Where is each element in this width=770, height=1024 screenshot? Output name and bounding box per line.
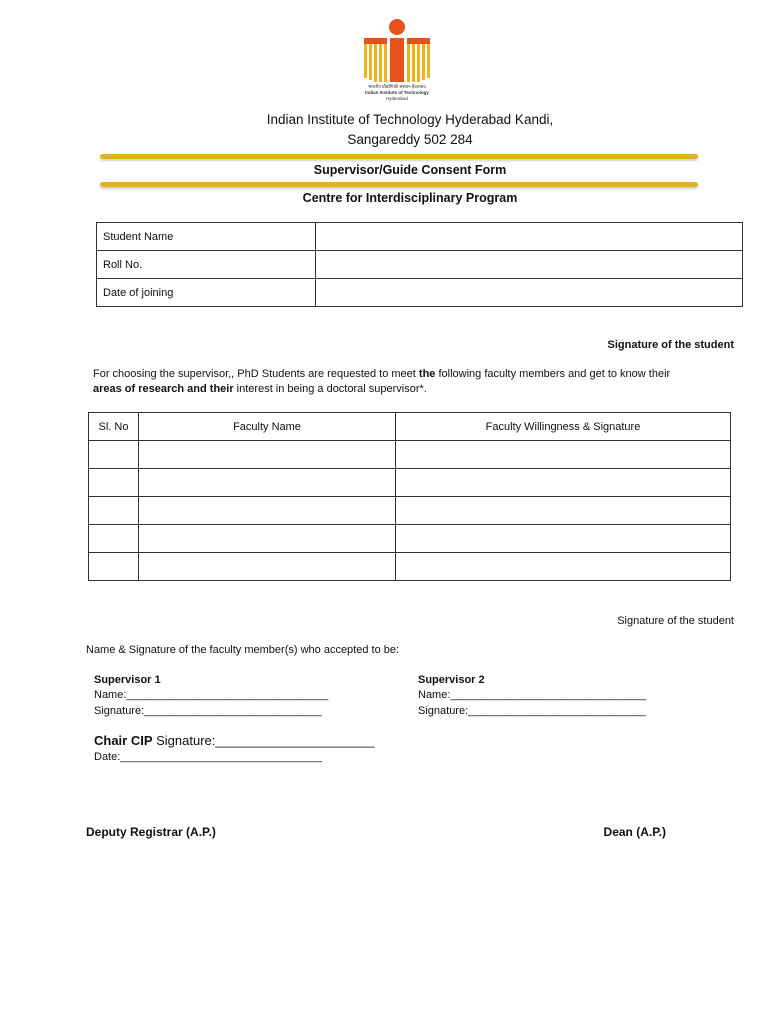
sl-no-cell[interactable] bbox=[89, 469, 139, 497]
header-divider-top bbox=[100, 154, 698, 159]
table-row bbox=[97, 279, 743, 307]
faculty-name-cell[interactable] bbox=[139, 553, 396, 581]
institute-logo bbox=[360, 18, 434, 104]
faculty-signature-cell[interactable] bbox=[396, 525, 731, 553]
deputy-registrar-label: Deputy Registrar (A.P.) bbox=[86, 825, 216, 839]
supervisor-1-signature-field[interactable]: Signature:_____________________________ bbox=[94, 705, 322, 717]
centre-name: Centre for Interdisciplinary Program bbox=[302, 191, 518, 205]
table-header-row bbox=[89, 413, 731, 441]
table-row bbox=[97, 223, 743, 251]
student-name-field[interactable] bbox=[316, 223, 743, 251]
table-row bbox=[89, 469, 731, 497]
supervisor-2-name-field[interactable]: Name:________________________________ bbox=[418, 689, 647, 701]
date-of-joining-label: Date of joining bbox=[97, 279, 316, 307]
student-signature-label-2: Signature of the student bbox=[617, 615, 734, 627]
logo-text-hindi: भारतीय प्रौद्योगिकी संस्थान हैदराबाद bbox=[368, 84, 426, 89]
faculty-name-cell[interactable] bbox=[139, 469, 396, 497]
chair-cip-date-field[interactable]: Date:_________________________________ bbox=[94, 751, 323, 763]
chair-cip-line bbox=[94, 733, 374, 748]
faculty-name-cell[interactable] bbox=[139, 525, 396, 553]
sl-no-cell[interactable] bbox=[89, 441, 139, 469]
logo-text-english: Indian Institute of Technology bbox=[365, 90, 429, 95]
supervisor-2-title: Supervisor 2 bbox=[418, 674, 485, 686]
dean-label: Dean (A.P.) bbox=[603, 825, 666, 839]
student-signature-label-1: Signature of the student bbox=[607, 339, 734, 351]
faculty-signature-cell[interactable] bbox=[396, 497, 731, 525]
accepted-faculty-label: Name & Signature of the faculty member(s) who accepted to be: bbox=[86, 644, 400, 656]
table-row bbox=[89, 441, 731, 469]
roll-no-label: Roll No. bbox=[97, 251, 316, 279]
table-row bbox=[89, 497, 731, 525]
instructions-text: For choosing the supervisor,, PhD Students are requested to meet bbox=[93, 368, 419, 380]
supervisor-1-title: Supervisor 1 bbox=[94, 674, 161, 686]
institute-name: Indian Institute of Technology Hyderabad Kandi, bbox=[266, 112, 554, 127]
instructions-bold-text: areas of research and their bbox=[93, 383, 234, 395]
sl-no-cell[interactable] bbox=[89, 497, 139, 525]
table-row bbox=[89, 553, 731, 581]
faculty-signature-cell[interactable] bbox=[396, 469, 731, 497]
faculty-signature-cell[interactable] bbox=[396, 441, 731, 469]
faculty-signature-cell[interactable] bbox=[396, 553, 731, 581]
institute-address: Sangareddy 502 284 bbox=[347, 132, 473, 147]
student-info-table bbox=[96, 222, 743, 307]
header-divider-bottom bbox=[100, 182, 698, 187]
form-title: Supervisor/Guide Consent Form bbox=[313, 163, 507, 177]
chair-cip-title: Chair CIP bbox=[94, 733, 153, 748]
chair-cip-signature-field[interactable]: Signature:______________________ bbox=[152, 733, 375, 748]
header-faculty-name: Faculty Name bbox=[139, 413, 396, 441]
supervisor-2-signature-field[interactable]: Signature:_____________________________ bbox=[418, 705, 646, 717]
sl-no-cell[interactable] bbox=[89, 553, 139, 581]
instructions-bold-text: the bbox=[418, 368, 436, 380]
iith-logo-icon bbox=[360, 18, 434, 84]
faculty-table bbox=[88, 412, 731, 581]
header-sl-no: Sl. No bbox=[89, 413, 139, 441]
date-of-joining-field[interactable] bbox=[316, 279, 743, 307]
sl-no-cell[interactable] bbox=[89, 525, 139, 553]
faculty-name-cell[interactable] bbox=[139, 497, 396, 525]
instructions-line-1 bbox=[93, 368, 743, 380]
instructions-text: interest in being a doctoral supervisor*. bbox=[233, 383, 427, 395]
instructions-line-2 bbox=[93, 383, 743, 395]
logo-text-city: Hyderabad bbox=[385, 96, 408, 101]
supervisor-1-name-field[interactable]: Name:_________________________________ bbox=[94, 689, 329, 701]
student-name-label: Student Name bbox=[97, 223, 316, 251]
header-faculty-willingness: Faculty Willingness & Signature bbox=[396, 413, 731, 441]
instructions-text: following faculty members and get to know their bbox=[435, 368, 671, 380]
table-row bbox=[89, 525, 731, 553]
table-row bbox=[97, 251, 743, 279]
faculty-name-cell[interactable] bbox=[139, 441, 396, 469]
roll-no-field[interactable] bbox=[316, 251, 743, 279]
